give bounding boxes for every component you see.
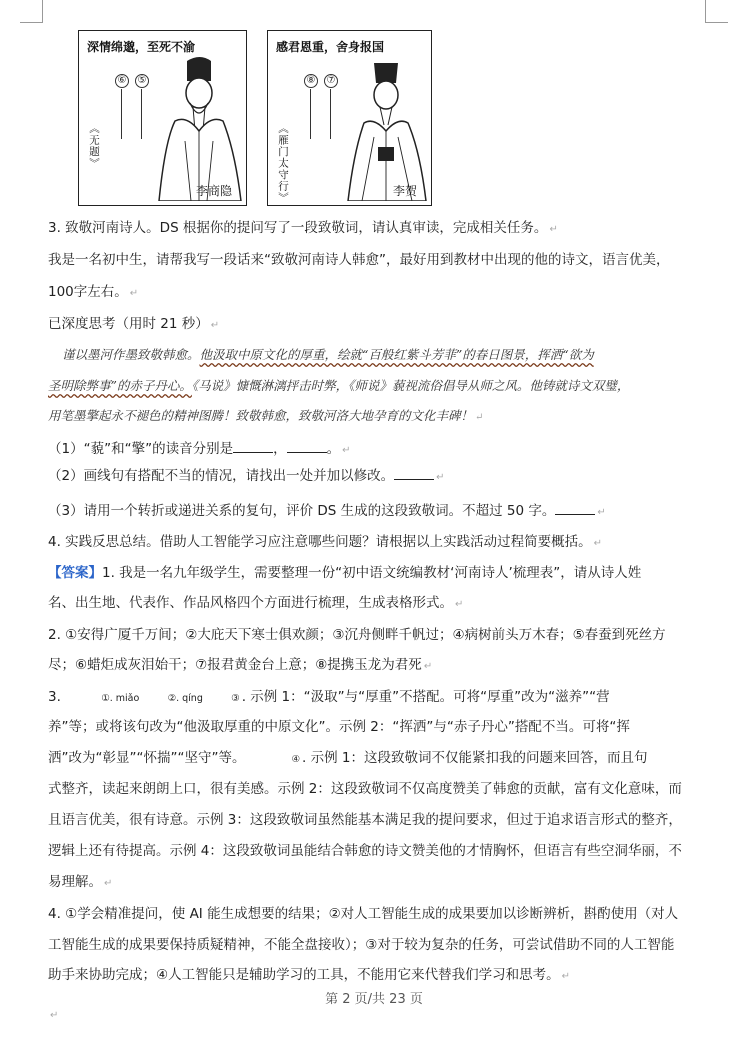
answer-blank xyxy=(394,465,434,480)
thinking-time: 已深度思考（用时 21 秒） ↵ xyxy=(48,316,220,332)
paragraph-mark: ↵ xyxy=(423,661,433,672)
blank-line xyxy=(330,89,331,139)
paragraph-mark: ↵ xyxy=(129,288,139,299)
answer-label: 【答案】 xyxy=(48,565,102,581)
paragraph-mark: ↵ xyxy=(549,224,558,235)
page-footer: 第 2 页/共 23 页 xyxy=(325,992,423,1007)
trailing-paragraph-mark: ↵ xyxy=(50,1010,59,1021)
sub-question-3: （3）请用一个转折或递进关系的复句，评价 DS 生成的这段致敬词。不超过 50 字。 ↵ xyxy=(48,500,606,523)
blank-marker: ⑥ xyxy=(115,74,129,88)
paragraph-mark: ↵ xyxy=(436,472,445,483)
blank-marker: ⑧ xyxy=(304,74,318,88)
illustration-li-shangyin xyxy=(78,30,247,206)
answer-1-line-1: 【答案】1. 我是一名九年级学生，需要整理一份“初中语文统编教材‘河南诗人’梳理表”，请从诗人姓 xyxy=(48,565,642,581)
answer-3-line-3: 洒”改为“彰显”“怀揣”“坚守”等。 ④ . 示例 1：这段致敬词不仅能紧扣我的问题来回答，而且句 xyxy=(48,750,648,766)
question-3-intro: 3. 致敬河南诗人。DS 根据你的提问写了一段致敬词，请认真审读，完成相关任务。 ↵ xyxy=(48,220,558,236)
answer-blank xyxy=(233,438,273,453)
blank-marker: ⑦ xyxy=(324,74,338,88)
sub-question-1: （1）“藐”和“擎”的读音分别是 ， 。 ↵ xyxy=(48,438,350,461)
prompt-text: 我是一名初中生，请帮我写一段话来“致敬河南诗人韩愈”，最好用到教材中出现的他的诗文，语言优美， xyxy=(48,252,670,268)
answer-1-line-2: 名、出生地、代表作、作品风格四个方面进行梳理，生成表格形式。 ↵ xyxy=(48,595,464,611)
paragraph-mark: ↵ xyxy=(455,599,464,610)
paragraph-mark: ↵ xyxy=(561,971,570,982)
answer-3-line-2: 养”等；或将该句改为“他汲取厚重的中原文化”。示例 2：“挥洒”与“赤子丹心”搭配不当。可将“挥 xyxy=(48,719,630,735)
paragraph-mark: ↵ xyxy=(342,445,351,456)
poem-title: 《无题》 xyxy=(88,123,100,169)
poet-portrait xyxy=(145,51,245,201)
question-4: 4. 实践反思总结。借助人工智能学习应注意哪些问题？请根据以上实践活动过程简要概括。 ↵ xyxy=(48,534,603,550)
answer-3-line-6: 逻辑上还有待提高。示例 4：这段致敬词虽能结合韩愈的诗文赞美他的才情胸怀，但语言有些空洞华丽，不 xyxy=(48,843,682,859)
answer-4-line-2: 工智能生成的成果要保持质疑精神，不能全盘接收）；③对于较为复杂的任务，可尝试借助不同的人工智能 xyxy=(48,937,675,953)
answer-4-line-3: 助手来协助完成；④人工智能只是辅助学习的工具，不能用它来代替我们学习和思考。 ↵ xyxy=(48,967,570,983)
answer-blank xyxy=(287,438,327,453)
blank-marker: ⑤ xyxy=(135,74,149,88)
answer-4-line-1: 4. ①学会精准提问，使 AI 能生成想要的结果；②对人工智能生成的成果要加以诊断辨析，斟酌使用（对人 xyxy=(48,906,679,922)
poet-name: 李商隐 xyxy=(195,184,232,198)
paragraph-mark: ↵ xyxy=(475,412,484,423)
paragraph-mark: ↵ xyxy=(593,538,603,549)
illustration-li-he xyxy=(267,30,432,206)
ai-tribute-line-3: 用笔墨擎起永不褪色的精神图腾！致敬韩愈，致敬河洛大地孕育的文化丰碑！ ↵ xyxy=(48,408,484,423)
blank-line xyxy=(121,89,122,139)
answer-3-line-5: 且语言优美，很有诗意。示例 3：这段致敬词虽然能基本满足我的提问要求，但过于追求语言形式的整齐， xyxy=(48,812,682,828)
paragraph-mark: ↵ xyxy=(597,507,606,518)
poem-title: 《雁门太守行》 xyxy=(277,123,289,204)
underlined-sentence: 圣明除弊事”的赤子丹心。 xyxy=(48,378,192,393)
blank-line xyxy=(141,89,142,139)
illustration-caption: 感君恩重，舍身报国 xyxy=(276,40,385,54)
prompt-text-cont: 100字左右。 ↵ xyxy=(48,284,139,300)
answer-2-line-2: 尽；⑥蜡炬成灰泪始干；⑦报君黄金台上意；⑧提携玉龙为君死 ↵ xyxy=(48,657,433,673)
answer-3-line-4: 式整齐，读起来朗朗上口，很有美感。示例 2：这段致敬词不仅高度赞美了韩愈的贡献，富有文化意味，而 xyxy=(48,781,682,797)
ai-tribute-line-2: 圣明除弊事”的赤子丹心。《马说》慷慨淋漓抨击时弊，《师说》藐视流俗倡导从师之风。他铸就诗文双璧， xyxy=(48,378,630,393)
answer-2-line-1: 2. ①安得广厦千万间；②大庇天下寒士俱欢颜；③沉舟侧畔千帆过；④病树前头万木春；⑤春蚕到死丝方 xyxy=(48,627,666,643)
sub-question-2: （2）画线句有搭配不当的情况，请找出一处并加以修改。 ↵ xyxy=(48,465,444,488)
poet-name: 李贺 xyxy=(392,184,417,198)
answer-3-line-1: 3. ①. miǎo ②. qíng ③ . 示例 1：“汲取”与“厚重”不搭配。可将“厚重”改为“滋养”“营 xyxy=(48,689,610,705)
crop-mark-top-left xyxy=(20,0,43,23)
answer-blank xyxy=(555,500,595,515)
paragraph-mark: ↵ xyxy=(104,878,113,889)
answer-3-line-7: 易理解。 ↵ xyxy=(48,874,113,890)
blank-line xyxy=(310,89,311,139)
ai-tribute-line-1: 谨以墨河作墨致敬韩愈。他汲取中原文化的厚重，绘就“百般红紫斗芳菲”的春日图景，挥洒“欲为 xyxy=(62,347,594,362)
paragraph-mark: ↵ xyxy=(210,320,220,331)
underlined-sentence: 他汲取中原文化的厚重，绘就“百般红紫斗芳菲”的春日图景，挥洒“欲为 xyxy=(199,347,594,362)
crop-mark-top-right xyxy=(705,0,728,23)
illustration-caption: 深情绵邈，至死不渝 xyxy=(87,40,196,54)
poet-portrait xyxy=(332,51,432,201)
